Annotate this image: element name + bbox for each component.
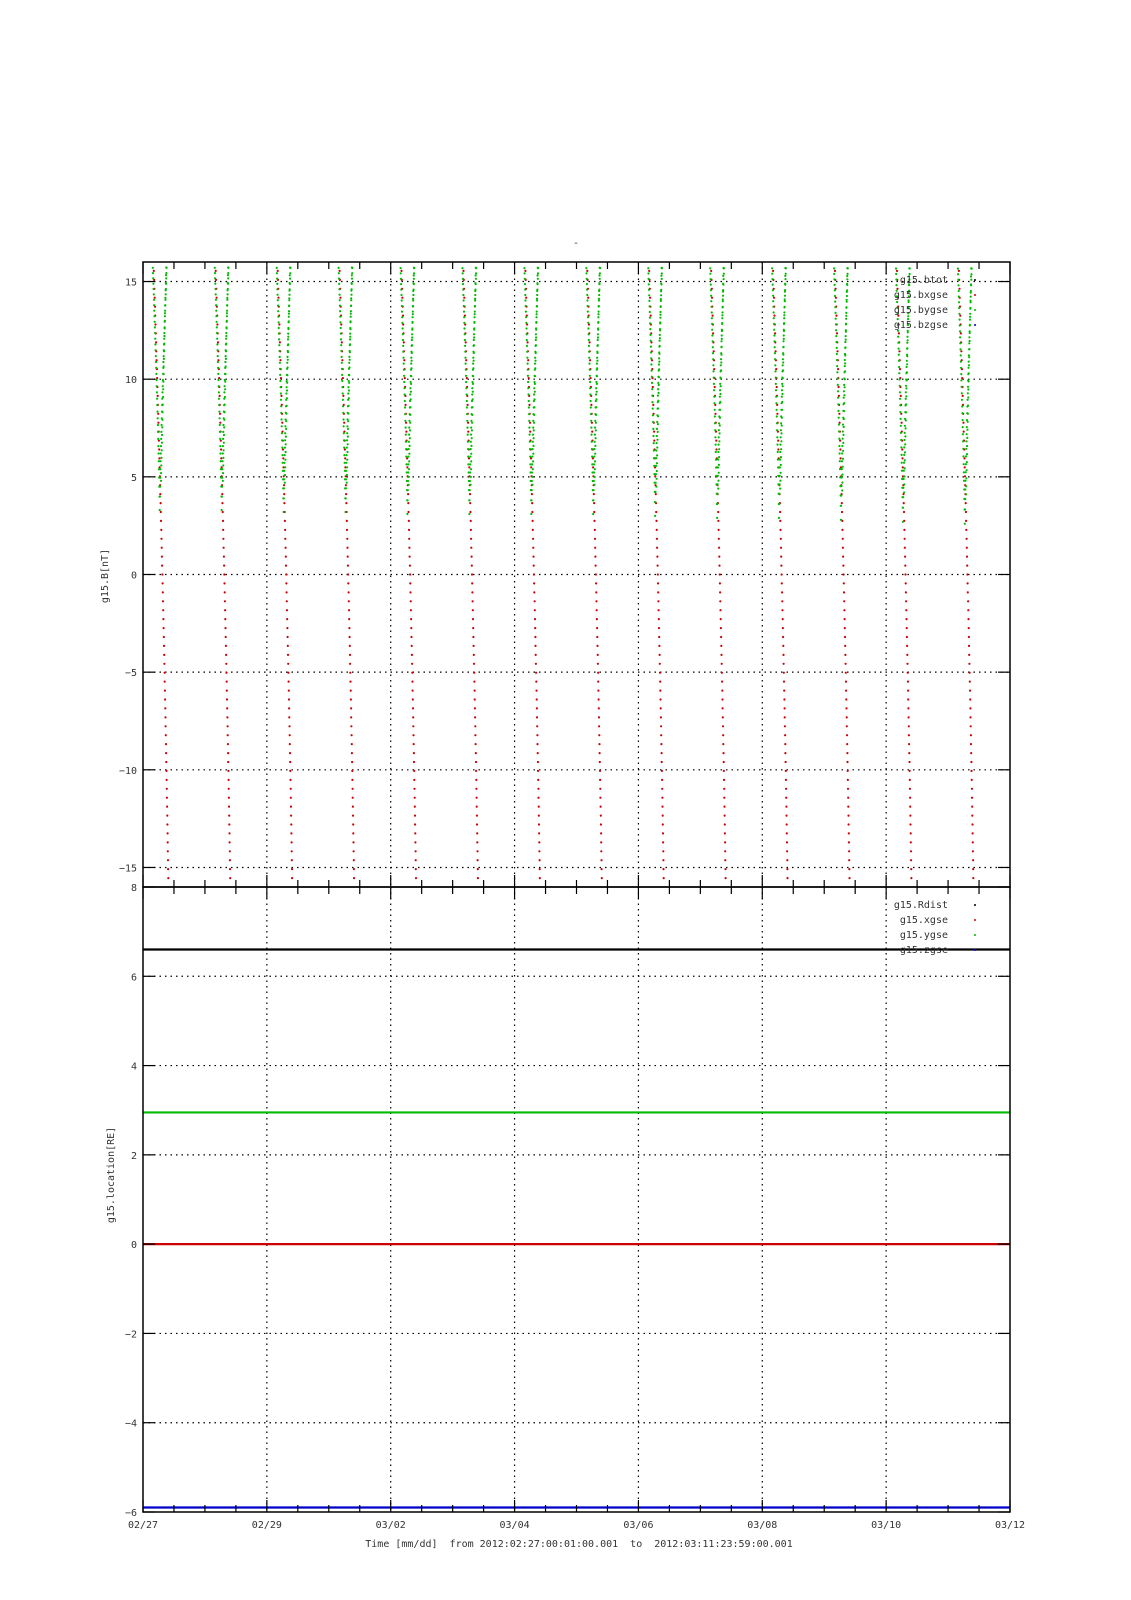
y-tick-label: −4 <box>124 1418 137 1430</box>
bxgse-sweep <box>649 271 664 878</box>
y-tick-label: 4 <box>130 1061 137 1073</box>
y-tick-label: 8 <box>130 883 137 894</box>
bxgse-sweep <box>525 271 539 878</box>
panel2-grid <box>143 887 1010 1512</box>
legend-label: g15.bzgse <box>893 320 948 331</box>
x-tick-label: 03/10 <box>871 1520 902 1531</box>
panel1-y-axis-label: g15.B[nT] <box>100 548 111 604</box>
y-tick-label: −15 <box>118 863 137 875</box>
bxgse-sweep <box>897 271 911 878</box>
chart-title: - <box>572 238 580 249</box>
panel2-y-ticks <box>125 883 1010 1519</box>
y-tick-label: −2 <box>124 1329 137 1341</box>
bygse-dip <box>648 268 662 516</box>
bxgse-sweep <box>773 271 787 878</box>
x-tick-label: 02/27 <box>127 1520 159 1531</box>
y-tick-label: 0 <box>130 570 137 582</box>
x-tick-label: 03/02 <box>375 1520 406 1531</box>
panel2-frame <box>143 887 1010 1512</box>
y-tick-label: 10 <box>124 375 137 387</box>
panel1-grid <box>143 262 1010 887</box>
y-tick-label: −10 <box>118 765 137 777</box>
legend-label: g15.bygse <box>893 305 948 316</box>
x-tick-label: 03/06 <box>623 1520 654 1531</box>
magnetic-field-panel <box>100 262 1010 887</box>
legend-label: g15.zgse <box>899 945 948 956</box>
y-tick-label: 6 <box>130 972 137 984</box>
legend-label: g15.xgse <box>899 915 948 926</box>
x-tick-label: 03/04 <box>499 1520 530 1531</box>
plot-frame <box>143 887 1010 1512</box>
panel1-frame <box>143 262 1010 887</box>
panel2-y-axis-label: g15.location[RE] <box>106 1126 117 1224</box>
panel1-legend <box>894 275 975 331</box>
bxgse-sweep <box>464 271 478 878</box>
y-tick-label: 2 <box>130 1150 137 1162</box>
location-panel <box>106 883 1010 1519</box>
x-tick-label: 02/29 <box>251 1520 282 1531</box>
x-axis-label: Time [mm/dd] from 2012:02:27:00:01:00.001 to 2012:03:11:23:59:00.001 <box>365 1539 793 1550</box>
bygse-dip <box>215 268 229 510</box>
plot-frame <box>143 262 1010 887</box>
legend-label: g15.btot <box>899 275 948 286</box>
y-tick-label: −6 <box>124 1508 137 1519</box>
panel1-y-ticks <box>119 262 1010 887</box>
y-tick-label: 15 <box>124 277 137 289</box>
y-tick-label: 5 <box>130 472 137 484</box>
bygse-dip <box>153 268 167 510</box>
x-tick-label: 03/08 <box>747 1520 778 1531</box>
legend-label: g15.ygse <box>899 930 948 941</box>
x-axis-ticks <box>128 1520 1025 1531</box>
panel2-legend <box>894 900 975 956</box>
y-tick-label: −5 <box>124 668 137 680</box>
bxgse-sweep <box>711 271 725 878</box>
legend-label: g15.bxgse <box>893 290 948 301</box>
panel1-data <box>153 268 974 879</box>
legend-label: g15.Rdist <box>893 900 948 911</box>
y-tick-label: 0 <box>130 1240 137 1252</box>
panel2-data <box>143 950 1010 1508</box>
x-tick-label: 03/12 <box>994 1520 1026 1531</box>
